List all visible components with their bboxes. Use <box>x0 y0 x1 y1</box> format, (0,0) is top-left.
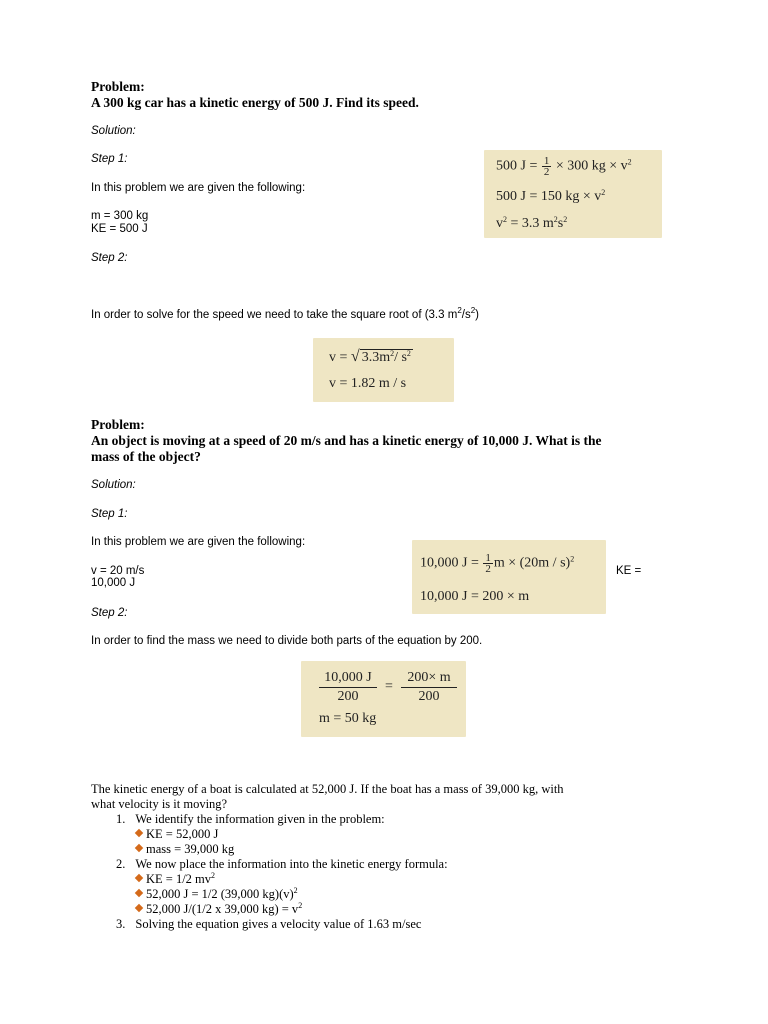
problem2-divide-instruction: In order to find the mass we need to divide both parts of the equation by 200. <box>91 635 483 647</box>
diamond-bullet-icon <box>135 874 143 882</box>
problem2-step2-label: Step 2: <box>91 607 128 619</box>
problem3-step-3: 3. Solving the equation gives a velocity value of 1.63 m/sec <box>116 917 422 931</box>
eq1-line3: $v^2 = 3.3$ $m^2s^2$ <box>496 215 568 231</box>
eq3-line1: 10,000 J = $\frac{1}{2}$ m × (20m / s)$^2$ <box>420 552 575 575</box>
eq1-line2: 500 J = 150 kg × $v^2$ <box>496 188 606 204</box>
eq4-equals: = <box>385 679 393 694</box>
problem3-bullet-rearranged: 52,000 J/(1/2 x 39,000 $kg) = v^2$ <box>136 902 302 917</box>
equation-image-4 <box>301 661 466 737</box>
problem2-given-velocity: v = 20 m/s <box>91 565 145 577</box>
problem2-step1-label: Step 1: <box>91 508 128 520</box>
problem2-solution-label: Solution: <box>91 479 136 491</box>
equation-image-1 <box>484 150 662 238</box>
problem1-label: Problem: <box>91 79 145 94</box>
problem1-given-intro: In this problem we are given the following: <box>91 182 306 194</box>
problem2-given-ke-prefix: KE = <box>616 565 642 577</box>
eq2-line2: v = 1.82 m / s <box>329 376 407 391</box>
problem2-label: Problem: <box>91 417 145 432</box>
problem1-step1-label: Step 1: <box>91 153 128 165</box>
diamond-bullet-icon <box>135 889 143 897</box>
problem3-bullet-mass: mass = 39,000 kg <box>136 842 234 857</box>
problem3-bullet-formula: KE = 1/2 $mv^2$ <box>136 872 215 887</box>
eq2-line1: v = √ $3.3m^2/$ $s^2$ <box>329 348 411 365</box>
problem2-given-ke-value: 10,000 J <box>91 577 136 589</box>
problem3-step-2: 2. We now place the information into the kinetic energy formula: <box>116 857 448 871</box>
problem2-given-intro: In this problem we are given the following: <box>91 536 306 548</box>
equation-image-3 <box>412 540 606 614</box>
problem2-question-line1: An object is moving at a speed of 20 m/s and has a kinetic energy of 10,000 J. What is the <box>91 433 602 448</box>
problem1-given-mass: m = 300 kg <box>91 210 149 222</box>
diamond-bullet-icon <box>135 829 143 837</box>
problem3-bullet-substitution: 52,000 J = 1/2 (39,000 $kg)(v)^2$ <box>136 887 298 902</box>
eq1-line1: 500 J = $\frac{1}{2}$ × 300 kg × $v^2$ <box>496 155 632 178</box>
problem3-bullet-ke: KE = 52,000 J <box>136 827 218 842</box>
equation-image-2 <box>313 338 454 402</box>
diamond-bullet-icon <box>135 904 143 912</box>
problem2-question-line2: mass of the object? <box>91 449 201 464</box>
problem3-line1: The kinetic energy of a boat is calculated at 52,000 J. If the boat has a mass of 39,000 kg, with <box>91 782 564 796</box>
eq4-result: m = 50 kg <box>319 711 377 726</box>
eq4-right-fraction: 200× m 200 <box>401 669 457 706</box>
diamond-bullet-icon <box>135 844 143 852</box>
problem3-step-1: 1. We identify the information given in the problem: <box>116 812 385 826</box>
problem1-question: A 300 kg car has a kinetic energy of 500 J. Find its speed. <box>91 95 419 110</box>
problem1-solution-label: Solution: <box>91 125 136 137</box>
problem3-line2: what velocity is it moving? <box>91 797 228 811</box>
problem1-sqrt-instruction: In order to solve for the speed we need to take the square root of (3.3 $m^2/s^2$) <box>91 306 480 321</box>
problem1-step2-label: Step 2: <box>91 252 128 264</box>
problem1-given-ke: KE = 500 J <box>91 223 148 235</box>
eq4-left-fraction: 10,000 J 200 <box>319 669 377 706</box>
eq3-line2: 10,000 J = 200 × m <box>420 589 530 604</box>
